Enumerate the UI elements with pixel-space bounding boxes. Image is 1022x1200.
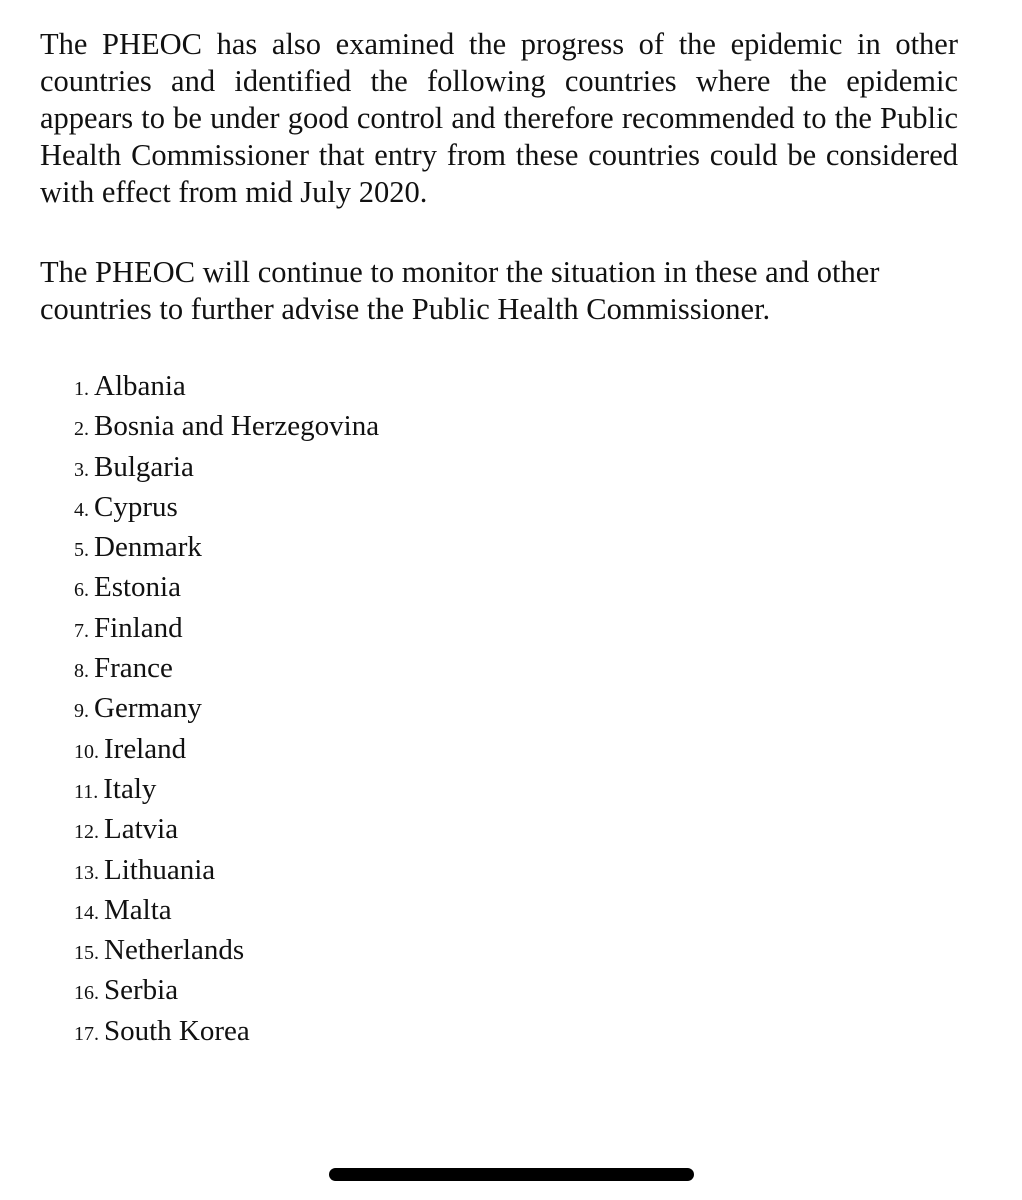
list-number: 1. <box>74 378 94 400</box>
country-list <box>74 368 379 1053</box>
country-name: Denmark <box>94 531 202 564</box>
list-item <box>74 731 379 771</box>
country-name: Italy <box>103 772 157 805</box>
list-number: 15. <box>74 942 104 965</box>
list-item <box>74 932 379 972</box>
list-number: 11. <box>74 780 104 803</box>
list-item <box>74 690 379 730</box>
list-number: 7. <box>74 619 94 642</box>
country-name: Serbia <box>104 974 179 1007</box>
country-name: France <box>94 652 173 685</box>
list-number: 14. <box>74 901 104 924</box>
list-item <box>74 529 379 569</box>
list-item <box>74 771 379 811</box>
list-item <box>74 852 379 892</box>
list-item <box>74 408 379 448</box>
list-item <box>74 892 379 932</box>
list-item <box>74 650 379 690</box>
country-name: Lithuania <box>104 853 216 886</box>
country-name: Finland <box>94 611 183 644</box>
list-number: 9. <box>74 700 94 723</box>
list-number: 12. <box>74 821 104 844</box>
list-number: 3. <box>74 458 94 481</box>
country-name: Albania <box>94 370 186 402</box>
country-name: Cyprus <box>94 490 178 523</box>
country-name: Bosnia and Herzegovina <box>94 410 380 443</box>
list-item <box>74 449 379 489</box>
country-name: Netherlands <box>104 934 245 967</box>
list-number: 6. <box>74 579 94 602</box>
country-name: Latvia <box>104 813 179 846</box>
home-indicator[interactable] <box>329 1168 694 1181</box>
list-item <box>74 811 379 851</box>
country-name: Germany <box>94 692 202 725</box>
list-item <box>74 569 379 609</box>
list-item <box>74 1013 379 1053</box>
list-number: 5. <box>74 539 94 562</box>
list-number: 10. <box>74 740 104 763</box>
list-number: 13. <box>74 861 104 884</box>
list-item <box>74 368 379 408</box>
country-name: Bulgaria <box>94 450 194 483</box>
list-number: 8. <box>74 660 94 683</box>
country-name: Estonia <box>94 571 181 604</box>
list-item <box>74 972 379 1012</box>
list-number: 16. <box>74 982 104 1005</box>
country-name: South Korea <box>104 1014 250 1047</box>
country-name: Ireland <box>104 732 187 765</box>
list-number: 17. <box>74 1022 104 1045</box>
list-item <box>74 610 379 650</box>
list-number: 4. <box>74 498 94 521</box>
list-number: 2. <box>74 418 94 441</box>
paragraph-intro: The PHEOC has also examined the progress of the epidemic in other countries and identified the following countries where the epidemic appears to be under good control and therefore recommended to the Public Health Commissioner that entry from these countries could be considered with effect from mid July 2020. <box>40 27 958 209</box>
paragraph-monitor: The PHEOC will continue to monitor the situation in these and other countries to further advise the Public Health Commissioner. <box>40 255 880 326</box>
country-name: Malta <box>104 893 172 926</box>
list-item <box>74 489 379 529</box>
